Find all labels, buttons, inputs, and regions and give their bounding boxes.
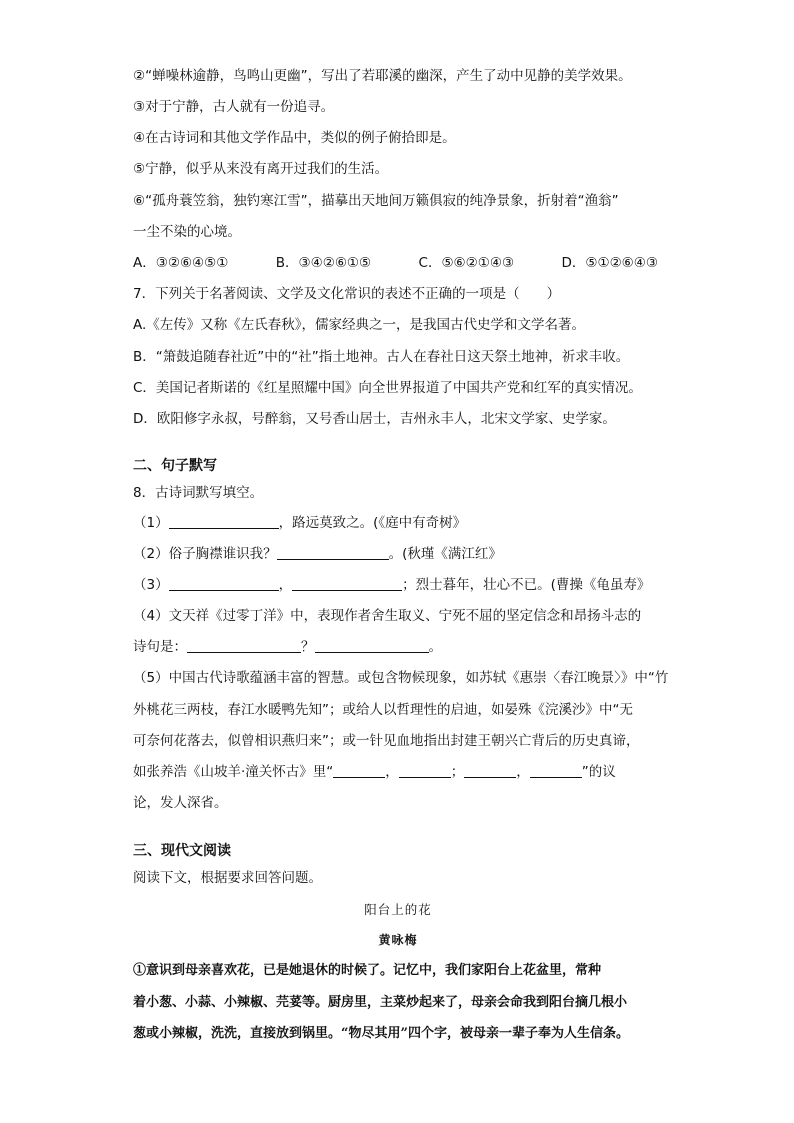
q8-stem: 8．古诗词默写填空。	[133, 485, 264, 501]
q8-5-blank-4[interactable]	[530, 763, 582, 778]
q6-sentence-4: ④在古诗词和其他文学作品中，类似的例子俯拾即是。	[133, 130, 456, 146]
q6-option-d[interactable]: D．⑤①②⑥④③	[561, 255, 658, 271]
q8-1	[133, 513, 663, 533]
q7-option-a[interactable]: A.《左传》又称《左氏春秋》，儒家经典之一，是我国古代史学和文学名著。	[133, 317, 586, 333]
q6-option-a[interactable]: A．③②⑥④⑤①	[133, 255, 229, 271]
q8-1-suffix: ，路远莫致之。(《庭中有奇树》	[278, 515, 467, 531]
q8-1-prefix: （1）	[133, 515, 169, 531]
q8-5-sep2: ；	[450, 764, 465, 780]
q8-3	[133, 575, 663, 595]
article-title: 阳台上的花	[364, 902, 432, 917]
article-paragraph-1-line1: ①意识到母亲喜欢花，已是她退休的时候了。记忆中，我们家阳台上花盆里，常种	[133, 963, 602, 978]
q8-5-blank-2[interactable]	[399, 763, 451, 778]
section-2-heading: 二、句子默写	[133, 458, 217, 474]
q8-2-suffix: 。(秋瑾《满江红》	[388, 546, 502, 562]
q7-stem: 7．下列关于名著阅读、文学及文化常识的表述不正确的一项是（ ）	[133, 286, 561, 302]
q8-4-mid: ？	[301, 639, 315, 655]
q6-option-c[interactable]: C．⑤⑥②①④③	[418, 255, 515, 271]
q7-option-c[interactable]: C．美国记者斯诺的《红星照耀中国》向全世界报道了中国共产党和红军的真实情况。	[133, 380, 642, 396]
q8-5-sep1: ，	[385, 764, 399, 780]
q8-3-suffix: ；烈士暮年，壮心不已。(曹操《龟虽寿》	[402, 577, 651, 593]
q8-5-line4	[133, 762, 663, 782]
q8-2	[133, 544, 663, 564]
reading-instruction: 阅读下文，根据要求回答问题。	[133, 870, 322, 886]
q6-sentence-5: ⑤宁静，似乎从来没有离开过我们的生活。	[133, 161, 389, 177]
q8-1-blank[interactable]	[169, 514, 279, 529]
q8-4-line1: （4）文天祥《过零丁洋》中，表现作者舍生取义、宁死不屈的坚定信念和昂扬斗志的	[133, 608, 642, 624]
q8-3-blank-1[interactable]	[169, 576, 279, 591]
q7-option-d[interactable]: D．欧阳修字永叔，号醉翁，又号香山居士，吉州永丰人，北宋文学家、史学家。	[133, 411, 616, 427]
q8-4-suffix: 。	[428, 639, 442, 655]
q6-sentence-6-line1: ⑥“孤舟蓑笠翁，独钓寒江雪”，描摹出天地间万籁俱寂的纯净景象，折射着“渔翁”	[133, 193, 619, 209]
q8-5-line3: 可奈何花落去，似曾相识燕归来”；或一针见血地指出封建王朝兴亡背后的历史真谛，	[133, 733, 640, 749]
q8-5-line4-suffix: ”的议	[581, 764, 616, 780]
article-paragraph-1-line2: 着小葱、小蒜、小辣椒、芫荽等。厨房里，主菜炒起来了，母亲会命我到阳台摘几根小	[133, 995, 628, 1010]
q8-5-line5: 论，发人深省。	[133, 795, 228, 811]
q8-3-mid: ，	[278, 577, 293, 593]
section-3-heading: 三、现代文阅读	[133, 843, 231, 859]
q8-2-blank[interactable]	[277, 545, 389, 560]
article-paragraph-1-line3: 葱或小辣椒，洗洗，直接放到锅里。“物尽其用”四个字，被母亲一辈子奉为人生信条。	[133, 1026, 629, 1041]
q6-sentence-6-line2: 一尘不染的心境。	[133, 224, 241, 240]
article-author: 黄咏梅	[378, 933, 418, 947]
q8-3-blank-2[interactable]	[292, 576, 402, 591]
q8-5-line4-prefix: 如张养浩《山坡羊·潼关怀古》里“	[133, 764, 334, 780]
q8-5-line2: 外桃花三两枝，春江水暖鸭先知”；或给人以哲理性的启迪，如晏殊《浣溪沙》中“无	[133, 702, 633, 718]
q8-5-sep3: ，	[516, 764, 530, 780]
q8-3-prefix: （3）	[133, 577, 169, 593]
q8-5-line1: （5）中国古代诗歌蕴涵丰富的智慧。或包含物候现象，如苏轼《惠崇〈春江晚景〉》中“竹	[133, 670, 669, 686]
q8-4-prefix: 诗句是：	[133, 639, 187, 655]
q8-4-blank-1[interactable]	[187, 638, 301, 653]
q7-option-b[interactable]: B．“箫鼓追随春社近”中的“社”指土地神。古人在春社日这天祭土地神，祈求丰收。	[133, 349, 630, 365]
q6-option-b[interactable]: B．③④②⑥①⑤	[275, 255, 372, 271]
q6-sentence-3: ③对于宁静，古人就有一份追寻。	[133, 99, 335, 115]
q8-5-blank-1[interactable]	[333, 763, 385, 778]
q8-5-blank-3[interactable]	[464, 763, 516, 778]
q6-sentence-2: ②“蝉噪林逾静，鸟鸣山更幽”，写出了若耶溪的幽深，产生了动中见静的美学效果。	[133, 68, 632, 84]
q8-2-prefix: （2）俗子胸襟谁识我？	[133, 546, 277, 562]
q6-options	[133, 253, 663, 273]
q8-4-line2	[133, 637, 663, 657]
q8-4-blank-2[interactable]	[315, 638, 429, 653]
